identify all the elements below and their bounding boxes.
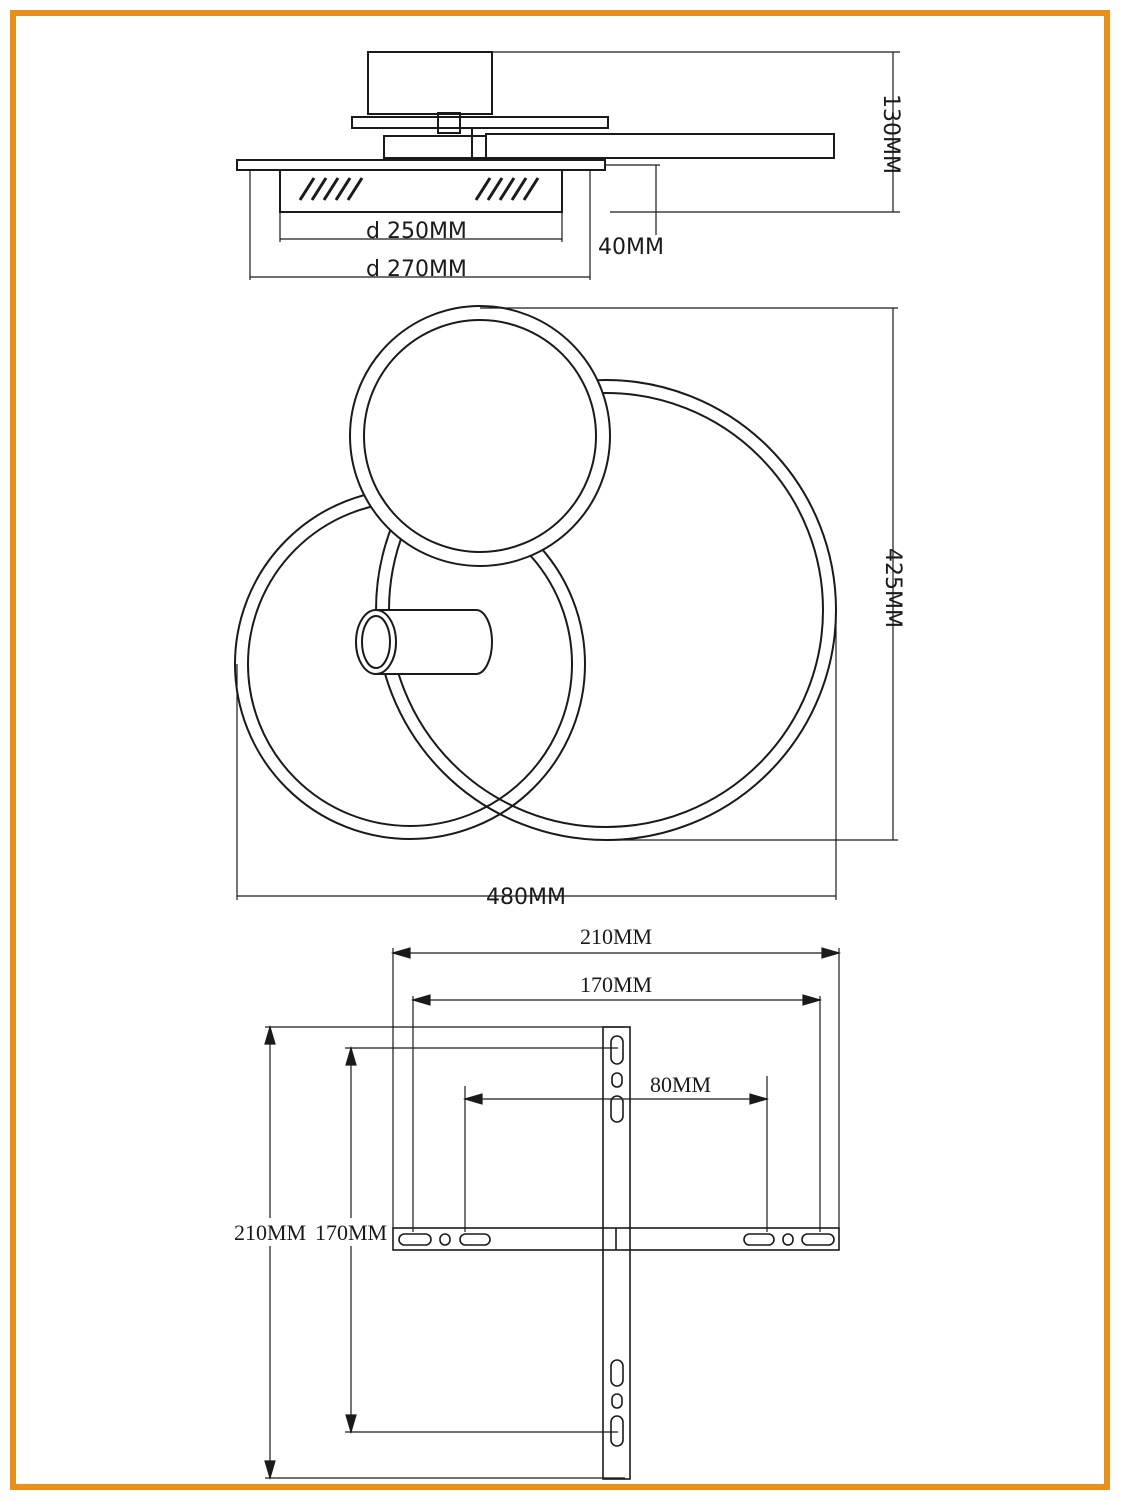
slot-v-top bbox=[611, 1036, 623, 1064]
label-front-height: 425MM bbox=[880, 548, 905, 628]
label-bracket-height-outer: 210MM bbox=[234, 1220, 307, 1245]
label-bracket-width-outer: 210MM bbox=[580, 924, 653, 949]
hatching-left bbox=[300, 178, 362, 200]
slot-h-right-2 bbox=[744, 1234, 774, 1245]
hole-v-bottom bbox=[612, 1394, 622, 1408]
slot-h-left-2 bbox=[460, 1234, 490, 1245]
hole-h-right bbox=[783, 1234, 793, 1245]
frame-border bbox=[13, 13, 1107, 1487]
hatching-right bbox=[476, 178, 538, 200]
hole-v-top bbox=[612, 1073, 622, 1087]
side-view-dimensions bbox=[250, 52, 900, 280]
lower-ring-bar bbox=[237, 160, 605, 170]
label-bracket-width-inner: 170MM bbox=[580, 972, 653, 997]
mounting-plate bbox=[352, 117, 608, 128]
slot-h-right bbox=[802, 1234, 834, 1245]
label-hole-spacing: 80MM bbox=[650, 1072, 712, 1097]
label-inner-diameter: d 250MM bbox=[366, 219, 467, 244]
slot-v-bottom bbox=[611, 1416, 623, 1446]
side-view bbox=[237, 52, 834, 212]
bracket-vertical-bar bbox=[603, 1027, 630, 1479]
slot-v-top-2 bbox=[611, 1096, 623, 1122]
label-total-height: 130MM bbox=[878, 94, 903, 174]
diffuser-box bbox=[280, 170, 562, 212]
canopy-block bbox=[368, 52, 492, 114]
connector-block bbox=[384, 136, 486, 158]
hole-h-left bbox=[440, 1234, 450, 1245]
bracket-dimensions bbox=[265, 948, 839, 1478]
label-bracket-height-inner: 170MM bbox=[315, 1220, 388, 1245]
ring-small-outer bbox=[350, 306, 610, 566]
slot-h-left bbox=[399, 1234, 431, 1245]
label-depth: 40MM bbox=[598, 235, 664, 260]
front-view bbox=[235, 306, 836, 840]
label-front-width: 480MM bbox=[486, 885, 566, 910]
bracket-view bbox=[393, 1027, 839, 1479]
slot-v-bottom-2 bbox=[611, 1360, 623, 1386]
label-outer-diameter: d 270MM bbox=[366, 257, 467, 282]
upper-ring-bar bbox=[486, 134, 834, 158]
